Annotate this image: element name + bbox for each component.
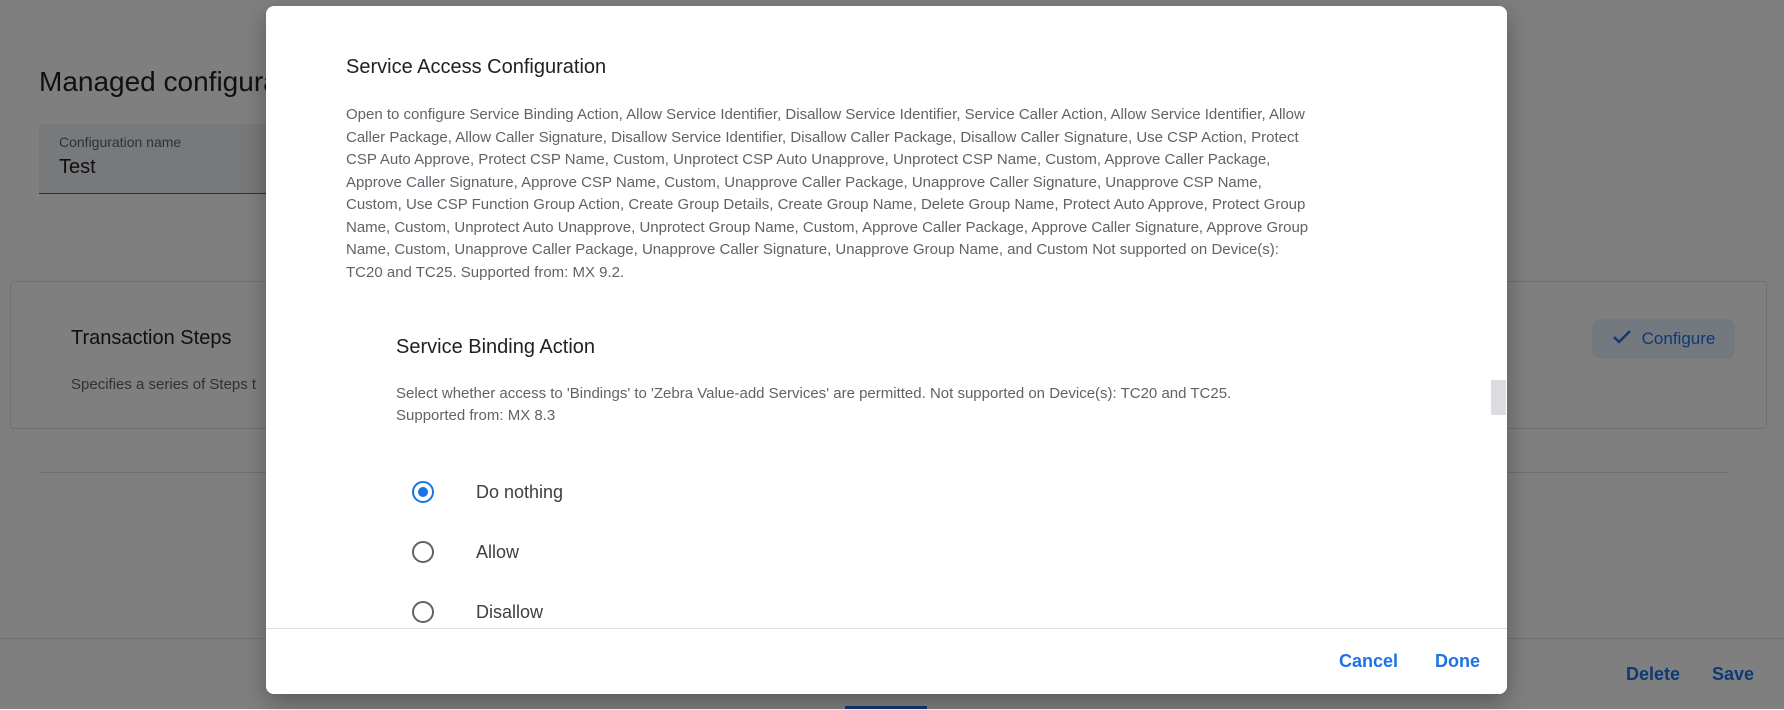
option-disallow[interactable] — [412, 596, 543, 628]
subsection-title: Service Binding Action — [396, 336, 596, 358]
radio-allow[interactable] — [412, 541, 434, 563]
done-button[interactable]: Done — [1435, 651, 1480, 671]
section-description: Open to configure Service Binding Action, Allow Service Identifier, Disallow Service Identifier, Service Caller Action, Allow Service Identifier, Allow Caller Package, Allow Caller Signature, Disallow Service Identifier, Disallow Caller Package, Disallow Caller Signature, Use CSP Action, Protect CSP Auto Approve, Protect CSP Name, Custom, Unprotect CSP Auto Unapprove, Unprotect CSP Name, Custom, Approve Caller Package, Approve Caller Signature, Approve CSP Name, Custom, Unapprove Caller Package, Unapprove Caller Signature, Unapprove CSP Name, Custom, Use CSP Function Group Action, Create Group Details, Create Group Name, Delete Group Name, Protect Auto Approve, Protect Group Name, Custom, Unprotect Auto Unapprove, Unprotect Group Name, Custom, Approve Caller Package, Approve Caller Signature, Approve Group Name, Custom, Unapprove Caller Package, Unapprove Caller Signature, Unapprove Group Name, and Custom Not supported on Device(s): TC20 and TC25. Supported from: MX 9.2. — [346, 106, 1309, 281]
subsection-description: Select whether access to 'Bindings' to 'Zebra Value-add Services' are permitted. Not supported on Device(s): TC20 and TC25. Supported from: MX 8.3 — [396, 385, 1232, 424]
scrollbar-thumb[interactable] — [1491, 380, 1506, 415]
cancel-button[interactable]: Cancel — [1339, 651, 1399, 671]
option-allow-label: Allow — [476, 541, 520, 562]
option-do-nothing[interactable] — [412, 476, 563, 508]
section-title: Service Access Configuration — [346, 56, 607, 78]
dialog-footer — [266, 628, 1507, 694]
option-do-nothing-label: Do nothing — [476, 481, 564, 502]
service-access-dialog — [266, 6, 1507, 694]
radio-disallow[interactable] — [412, 601, 434, 623]
option-disallow-label: Disallow — [476, 601, 544, 622]
dialog-body — [266, 6, 1507, 628]
radio-do-nothing[interactable] — [412, 481, 434, 503]
option-allow[interactable] — [412, 536, 519, 568]
